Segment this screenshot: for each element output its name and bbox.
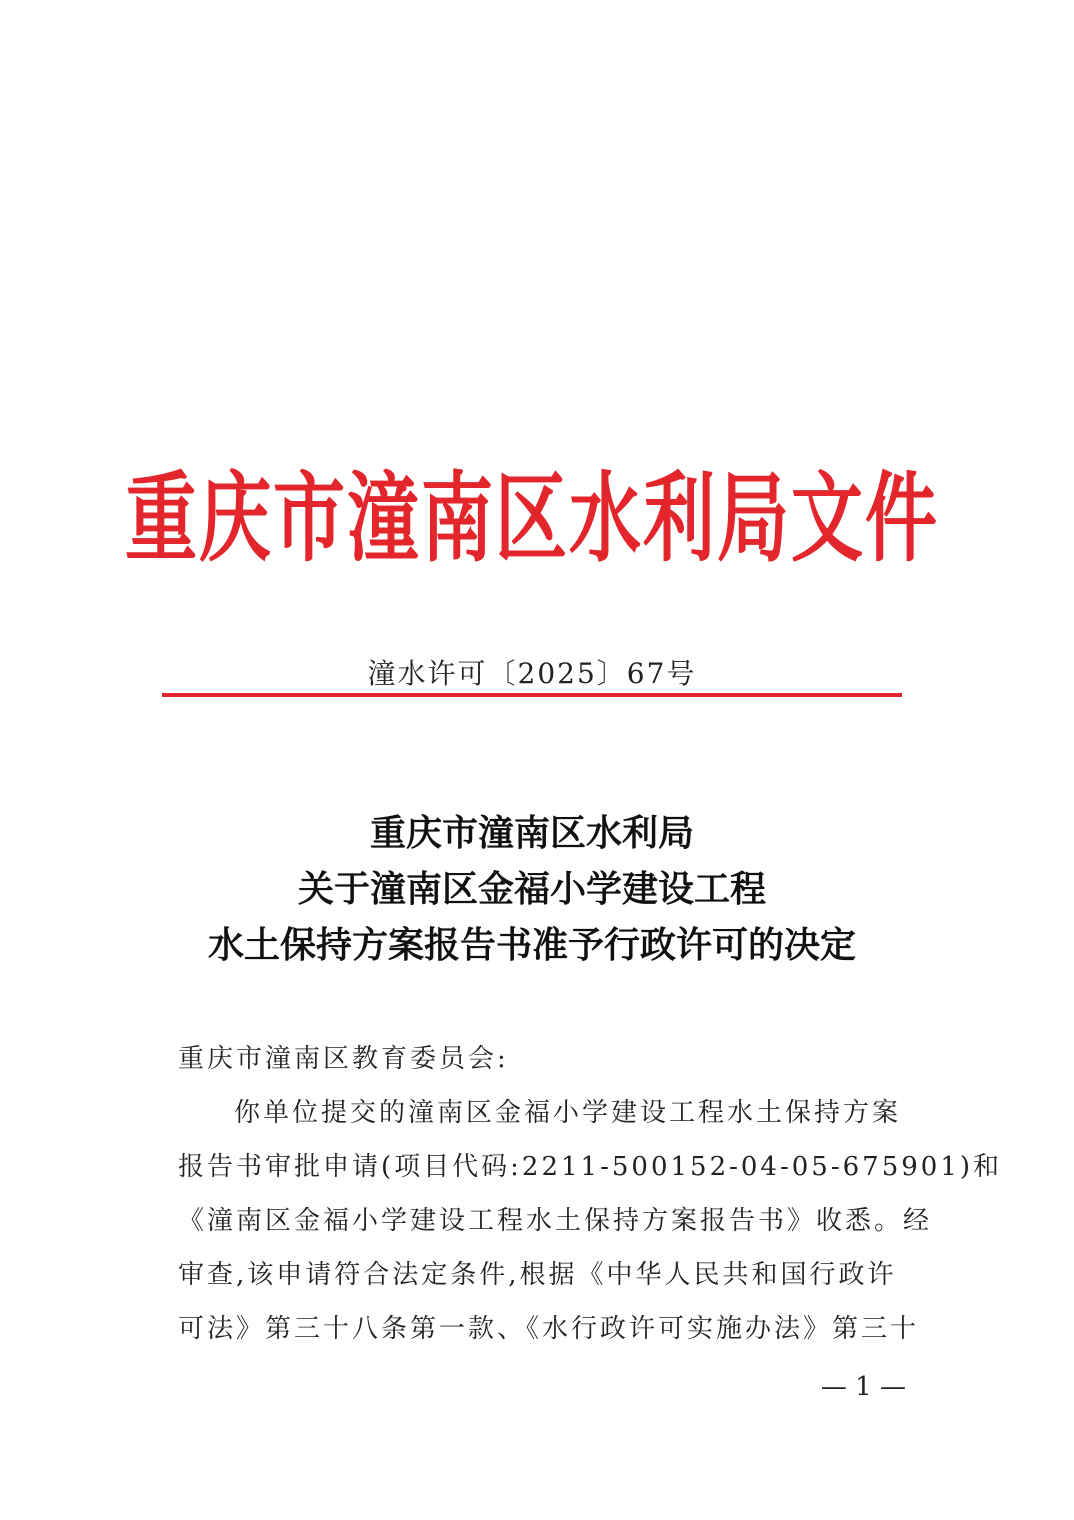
body-line-5: 可法》第三十八条第一款、《水行政许可实施办法》第三十 [178, 1314, 920, 1344]
page-number: — 1 — [820, 1372, 906, 1402]
document-body [178, 1032, 1003, 1356]
decision-title-line-3: 水土保持方案报告书准予行政许可的决定 [207, 925, 856, 966]
issuing-authority-header: 重庆市潼南区水利局文件 [125, 461, 940, 575]
document-number: 潼水许可〔2025〕67号 [367, 657, 697, 690]
salutation: 重庆市潼南区教育委员会: [178, 1044, 509, 1074]
body-line-4: 审查,该申请符合法定条件,根据《中华人民共和国行政许 [178, 1260, 897, 1290]
red-divider-line [162, 693, 902, 697]
body-line-1: 你单位提交的潼南区金福小学建设工程水土保持方案 [234, 1098, 902, 1128]
body-line-3: 《潼南区金福小学建设工程水土保持方案报告书》收悉。经 [178, 1206, 933, 1236]
decision-title [160, 806, 904, 974]
decision-title-line-1: 重庆市潼南区水利局 [369, 813, 694, 854]
decision-title-line-2: 关于潼南区金福小学建设工程 [297, 869, 766, 910]
body-line-2: 报告书审批申请(项目代码:2211-500152-04-05-675901)和 [178, 1152, 1003, 1182]
